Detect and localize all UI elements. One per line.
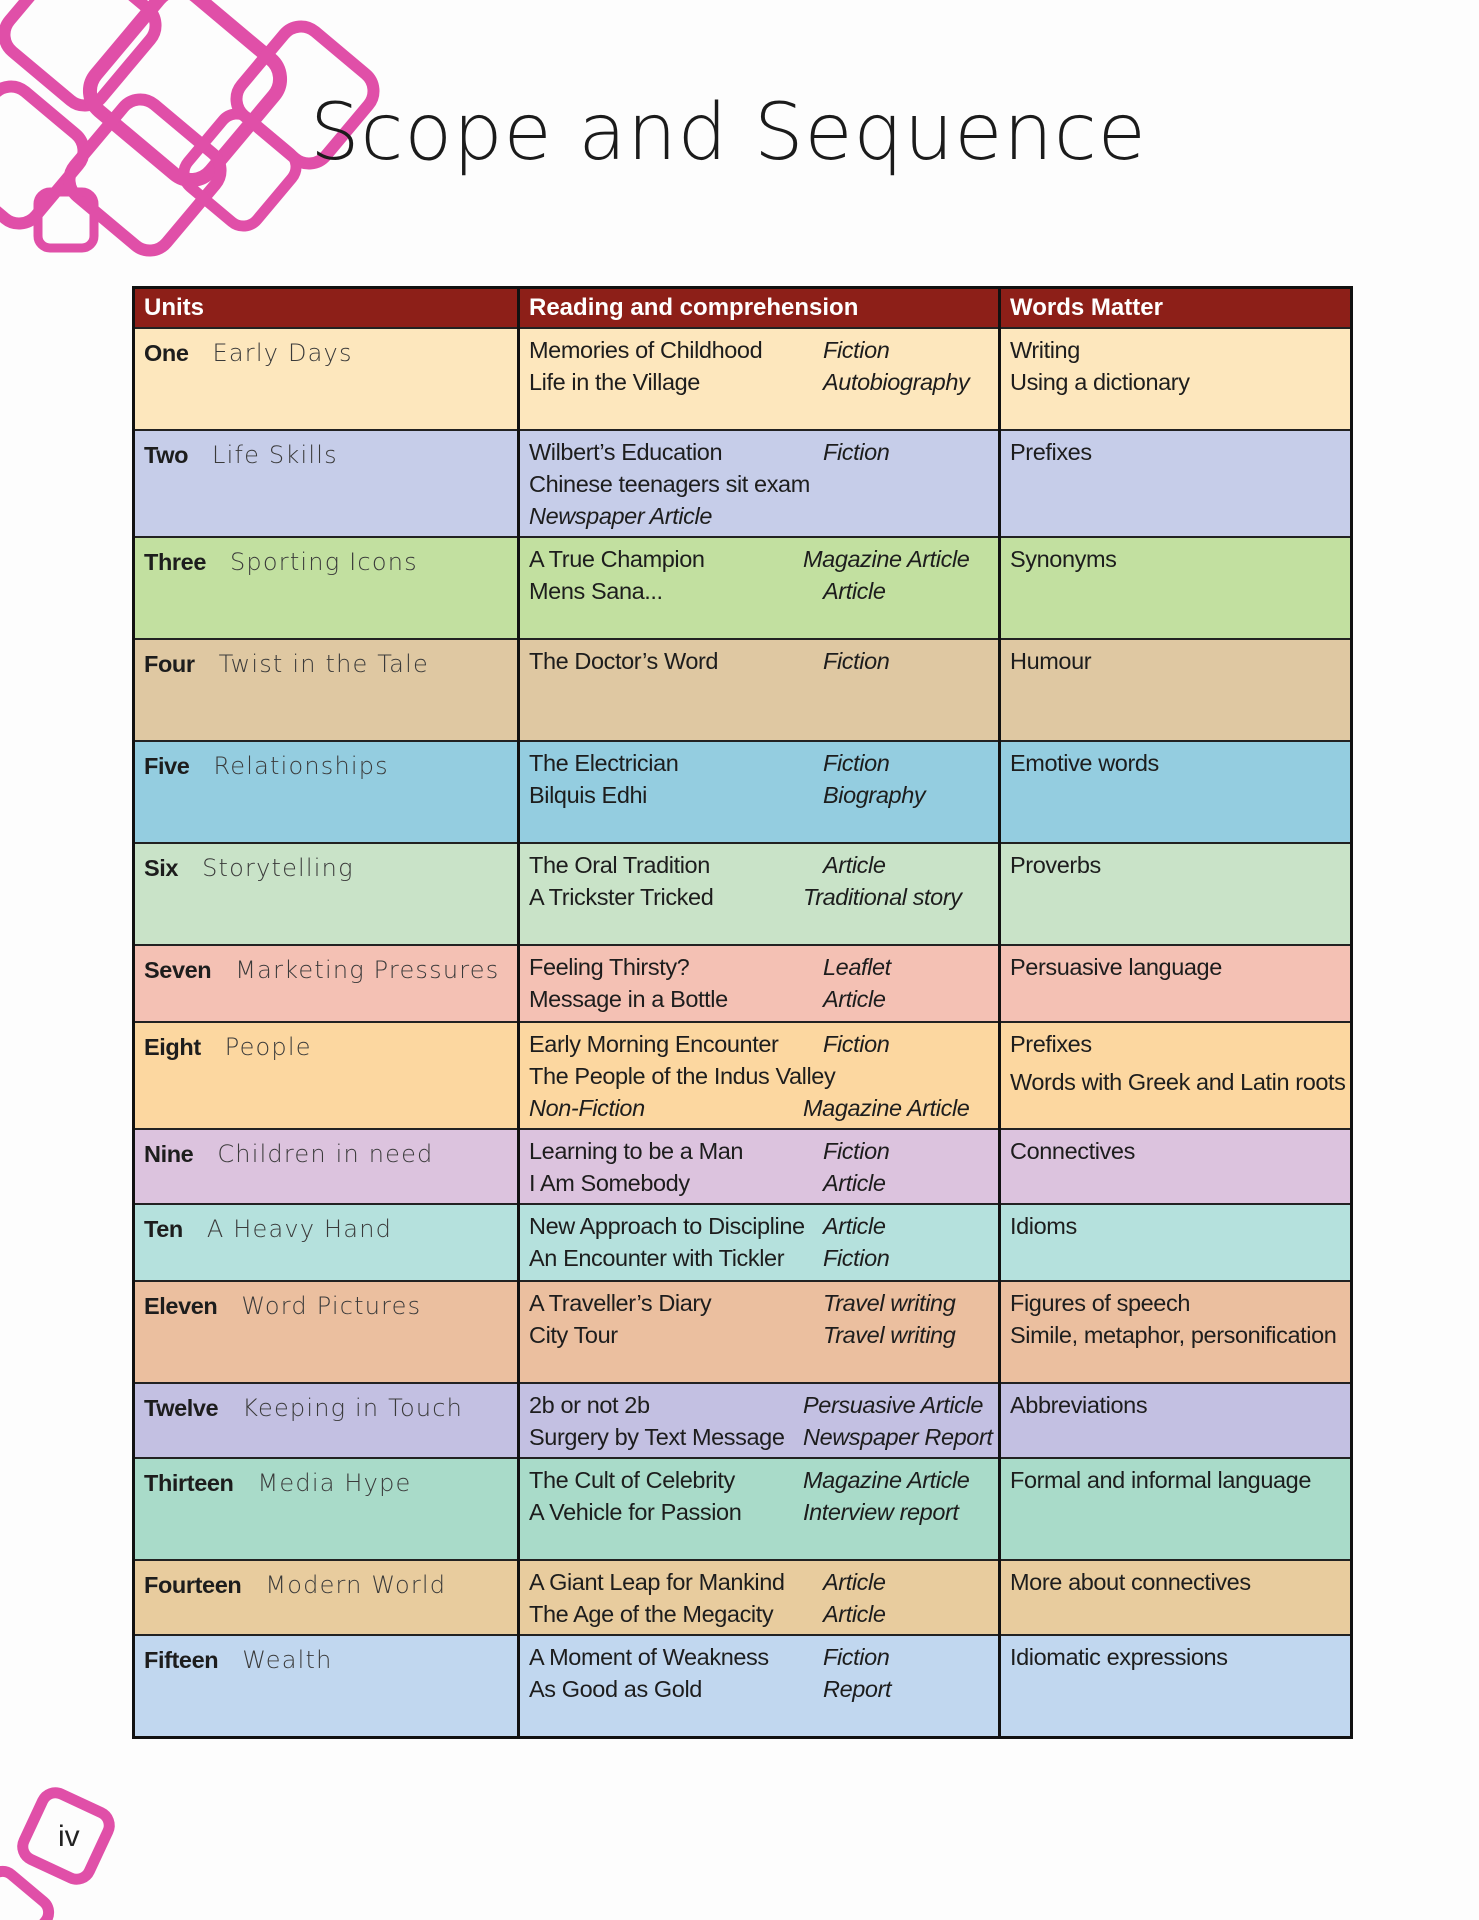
words-item: Prefixes — [1010, 1031, 1092, 1057]
page-number: iv — [58, 1820, 80, 1853]
unit-number: Twelve — [144, 1395, 219, 1421]
reading-item — [529, 1389, 989, 1421]
reading-genre: Fiction — [823, 648, 890, 674]
reading-title: City Tour — [529, 1322, 618, 1348]
unit-number: Three — [144, 549, 206, 575]
reading-cell — [519, 537, 1000, 639]
reading-title: Message in a Bottle — [529, 986, 728, 1012]
words-item: Using a dictionary — [1010, 369, 1190, 395]
reading-item — [529, 1641, 989, 1673]
scope-sequence-table — [132, 286, 1353, 1739]
reading-title: Non-Fiction — [529, 1095, 645, 1121]
unit-title: A Heavy Hand — [206, 1215, 393, 1243]
reading-title: An Encounter with Tickler — [529, 1245, 785, 1271]
words-item: Writing — [1010, 337, 1080, 363]
reading-genre: Fiction — [823, 337, 890, 363]
reading-item — [529, 1673, 989, 1705]
reading-title: Life in the Village — [529, 369, 700, 395]
reading-cell — [519, 945, 1000, 1022]
reading-title: Learning to be a Man — [529, 1138, 744, 1164]
reading-item — [529, 849, 989, 881]
table-body — [134, 328, 1352, 1737]
words-item: Figures of speech — [1010, 1290, 1190, 1316]
reading-title: The People of the Indus Valley — [529, 1063, 836, 1089]
reading-genre: Article — [823, 1170, 886, 1196]
table-row — [134, 1635, 1352, 1737]
reading-title: Surgery by Text Message — [529, 1424, 785, 1450]
table-row — [134, 843, 1352, 945]
unit-cell — [134, 1635, 519, 1737]
unit-cell — [134, 843, 519, 945]
reading-title: The Age of the Megacity — [529, 1601, 774, 1627]
unit-number: Six — [144, 855, 179, 881]
reading-item — [529, 779, 989, 811]
reading-cell — [519, 639, 1000, 741]
unit-number: Four — [144, 651, 195, 677]
words-item: Prefixes — [1010, 439, 1092, 465]
reading-genre: Fiction — [823, 1138, 890, 1164]
unit-number: Thirteen — [144, 1470, 234, 1496]
reading-item — [529, 645, 989, 677]
words-cell — [1000, 328, 1352, 430]
reading-title: The Oral Tradition — [529, 852, 710, 878]
unit-number: Nine — [144, 1141, 194, 1167]
words-cell — [1000, 1204, 1352, 1281]
unit-cell — [134, 1458, 519, 1560]
words-cell — [1000, 945, 1352, 1022]
words-cell — [1000, 430, 1352, 537]
unit-number: Five — [144, 753, 190, 779]
unit-cell — [134, 945, 519, 1022]
unit-number: Fifteen — [144, 1647, 219, 1673]
table-row — [134, 1458, 1352, 1560]
reading-cell — [519, 1635, 1000, 1737]
words-cell — [1000, 1458, 1352, 1560]
reading-cell — [519, 1204, 1000, 1281]
reading-item — [529, 881, 989, 913]
reading-title: Bilquis Edhi — [529, 782, 647, 808]
reading-genre: Article — [823, 852, 886, 878]
reading-genre: Article — [823, 986, 886, 1012]
reading-cell — [519, 1129, 1000, 1204]
unit-cell — [134, 639, 519, 741]
words-cell — [1000, 1129, 1352, 1204]
reading-genre: Fiction — [823, 1644, 890, 1670]
reading-genre: Fiction — [823, 1031, 890, 1057]
reading-genre: Article — [823, 578, 886, 604]
reading-title: The Doctor’s Word — [529, 648, 719, 674]
reading-item — [529, 1496, 989, 1528]
unit-cell — [134, 537, 519, 639]
unit-cell — [134, 741, 519, 843]
reading-title: Feeling Thirsty? — [529, 954, 690, 980]
reading-genre: Fiction — [823, 1245, 890, 1271]
reading-item — [529, 1060, 989, 1092]
unit-title: Relationships — [213, 752, 389, 780]
reading-cell — [519, 1022, 1000, 1129]
words-item: Humour — [1010, 648, 1092, 674]
reading-item — [529, 1598, 989, 1630]
reading-item — [529, 366, 989, 398]
words-cell — [1000, 1022, 1352, 1129]
words-cell — [1000, 843, 1352, 945]
words-cell — [1000, 1560, 1352, 1635]
table-header-row — [134, 288, 1352, 329]
reading-genre: Report — [823, 1676, 892, 1702]
reading-item — [529, 1167, 989, 1199]
reading-title: New Approach to Discipline — [529, 1213, 805, 1239]
reading-cell — [519, 741, 1000, 843]
words-cell — [1000, 537, 1352, 639]
unit-cell — [134, 1204, 519, 1281]
reading-genre: Leaflet — [823, 954, 891, 980]
words-item: Idioms — [1010, 1213, 1077, 1239]
reading-item — [529, 1092, 989, 1124]
reading-item — [529, 500, 989, 532]
unit-number: Eight — [144, 1034, 201, 1060]
reading-cell — [519, 1560, 1000, 1635]
words-item: Abbreviations — [1010, 1392, 1148, 1418]
reading-item — [529, 951, 989, 983]
reading-cell — [519, 1458, 1000, 1560]
unit-title: Early Days — [212, 339, 353, 367]
unit-number: Seven — [144, 957, 212, 983]
words-cell — [1000, 1281, 1352, 1383]
unit-title: Life Skills — [212, 441, 338, 469]
words-item: Connectives — [1010, 1138, 1135, 1164]
unit-number: Fourteen — [144, 1572, 242, 1598]
unit-title: Word Pictures — [241, 1292, 422, 1320]
table-row — [134, 639, 1352, 741]
reading-genre: Newspaper Report — [803, 1424, 993, 1450]
reading-genre: Biography — [823, 782, 926, 808]
reading-genre: Persuasive Article — [803, 1392, 983, 1418]
reading-title: The Electrician — [529, 750, 679, 776]
reading-title: As Good as Gold — [529, 1676, 702, 1702]
reading-title: I Am Somebody — [529, 1170, 690, 1196]
table-row — [134, 1204, 1352, 1281]
reading-item — [529, 1464, 989, 1496]
reading-genre: Article — [823, 1601, 886, 1627]
header-words: Words Matter — [1000, 288, 1352, 329]
words-cell — [1000, 1383, 1352, 1458]
reading-title: A Moment of Weakness — [529, 1644, 769, 1670]
reading-item — [529, 747, 989, 779]
reading-genre: Magazine Article — [803, 1467, 970, 1493]
unit-title: Media Hype — [257, 1469, 412, 1497]
reading-item — [529, 436, 989, 468]
reading-title: Chinese teenagers sit exam — [529, 471, 810, 497]
reading-item — [529, 1319, 989, 1351]
reading-item — [529, 1242, 989, 1274]
reading-genre: Newspaper Article — [529, 503, 713, 529]
reading-genre: Magazine Article — [803, 1095, 970, 1121]
table-row — [134, 1560, 1352, 1635]
table-row — [134, 741, 1352, 843]
unit-cell — [134, 1281, 519, 1383]
table-row — [134, 328, 1352, 430]
reading-title: Wilbert’s Education — [529, 439, 723, 465]
reading-cell — [519, 430, 1000, 537]
reading-title: A Vehicle for Passion — [529, 1499, 742, 1525]
words-item: Persuasive language — [1010, 954, 1222, 980]
unit-title: Twist in the Tale — [218, 650, 429, 678]
unit-number: Eleven — [144, 1293, 218, 1319]
header-units: Units — [134, 288, 519, 329]
reading-genre: Article — [823, 1213, 886, 1239]
unit-title: Storytelling — [202, 854, 354, 882]
table-row — [134, 945, 1352, 1022]
table-row — [134, 1022, 1352, 1129]
unit-cell — [134, 1383, 519, 1458]
words-cell — [1000, 741, 1352, 843]
unit-cell — [134, 328, 519, 430]
unit-title: Children in need — [217, 1140, 434, 1168]
reading-genre: Article — [823, 1569, 886, 1595]
unit-title: Wealth — [242, 1646, 333, 1674]
unit-title: Modern World — [265, 1571, 447, 1599]
reading-title: A True Champion — [529, 546, 705, 572]
table-row — [134, 537, 1352, 639]
words-cell — [1000, 639, 1352, 741]
unit-title: People — [224, 1033, 312, 1061]
unit-number: Two — [144, 442, 189, 468]
words-item: More about connectives — [1010, 1569, 1251, 1595]
reading-item — [529, 543, 989, 575]
unit-title: Sporting Icons — [230, 548, 418, 576]
unit-number: Ten — [144, 1216, 183, 1242]
table-row — [134, 1281, 1352, 1383]
unit-cell — [134, 430, 519, 537]
reading-title: 2b or not 2b — [529, 1392, 650, 1418]
words-item: Emotive words — [1010, 750, 1159, 776]
reading-genre: Fiction — [823, 439, 890, 465]
reading-genre: Traditional story — [803, 884, 962, 910]
reading-item — [529, 1028, 989, 1060]
words-item: Proverbs — [1010, 852, 1101, 878]
reading-genre: Fiction — [823, 750, 890, 776]
reading-title: Mens Sana... — [529, 578, 663, 604]
words-item: Idiomatic expressions — [1010, 1644, 1228, 1670]
reading-item — [529, 1210, 989, 1242]
reading-title: The Cult of Celebrity — [529, 1467, 735, 1493]
reading-item — [529, 983, 989, 1015]
table-row — [134, 1129, 1352, 1204]
unit-number: One — [144, 340, 189, 366]
reading-title: A Giant Leap for Mankind — [529, 1569, 785, 1595]
words-cell — [1000, 1635, 1352, 1737]
reading-genre: Autobiography — [823, 369, 970, 395]
reading-cell — [519, 843, 1000, 945]
reading-title: Early Morning Encounter — [529, 1031, 779, 1057]
unit-cell — [134, 1560, 519, 1635]
words-item: Synonyms — [1010, 546, 1117, 572]
words-item: Formal and informal language — [1010, 1467, 1312, 1493]
decorative-squares-bottom — [0, 1760, 160, 1920]
unit-cell — [134, 1129, 519, 1204]
reading-genre: Travel writing — [823, 1290, 956, 1316]
reading-genre: Interview report — [803, 1499, 959, 1525]
reading-title: A Traveller’s Diary — [529, 1290, 712, 1316]
reading-item — [529, 468, 989, 500]
reading-genre — [835, 1060, 1001, 1092]
reading-genre: Magazine Article — [803, 546, 970, 572]
words-item: Words with Greek and Latin roots — [1010, 1069, 1346, 1095]
reading-cell — [519, 328, 1000, 430]
reading-item — [529, 575, 989, 607]
reading-item — [529, 1421, 993, 1453]
reading-item — [529, 1287, 989, 1319]
table-row — [134, 1383, 1352, 1458]
words-item: Simile, metaphor, personification — [1010, 1322, 1337, 1348]
table-row — [134, 430, 1352, 537]
reading-cell — [519, 1383, 1000, 1458]
header-reading: Reading and comprehension — [519, 288, 1000, 329]
unit-title: Marketing Pressures — [235, 956, 500, 984]
reading-item — [529, 334, 989, 366]
reading-genre: Travel writing — [823, 1322, 956, 1348]
reading-title: Memories of Childhood — [529, 337, 763, 363]
reading-title: A Trickster Tricked — [529, 884, 714, 910]
page-title: Scope and Sequence — [310, 88, 1147, 178]
reading-cell — [519, 1281, 1000, 1383]
reading-item — [529, 1135, 989, 1167]
unit-cell — [134, 1022, 519, 1129]
reading-genre — [823, 468, 989, 500]
reading-item — [529, 1566, 989, 1598]
unit-title: Keeping in Touch — [242, 1394, 464, 1422]
